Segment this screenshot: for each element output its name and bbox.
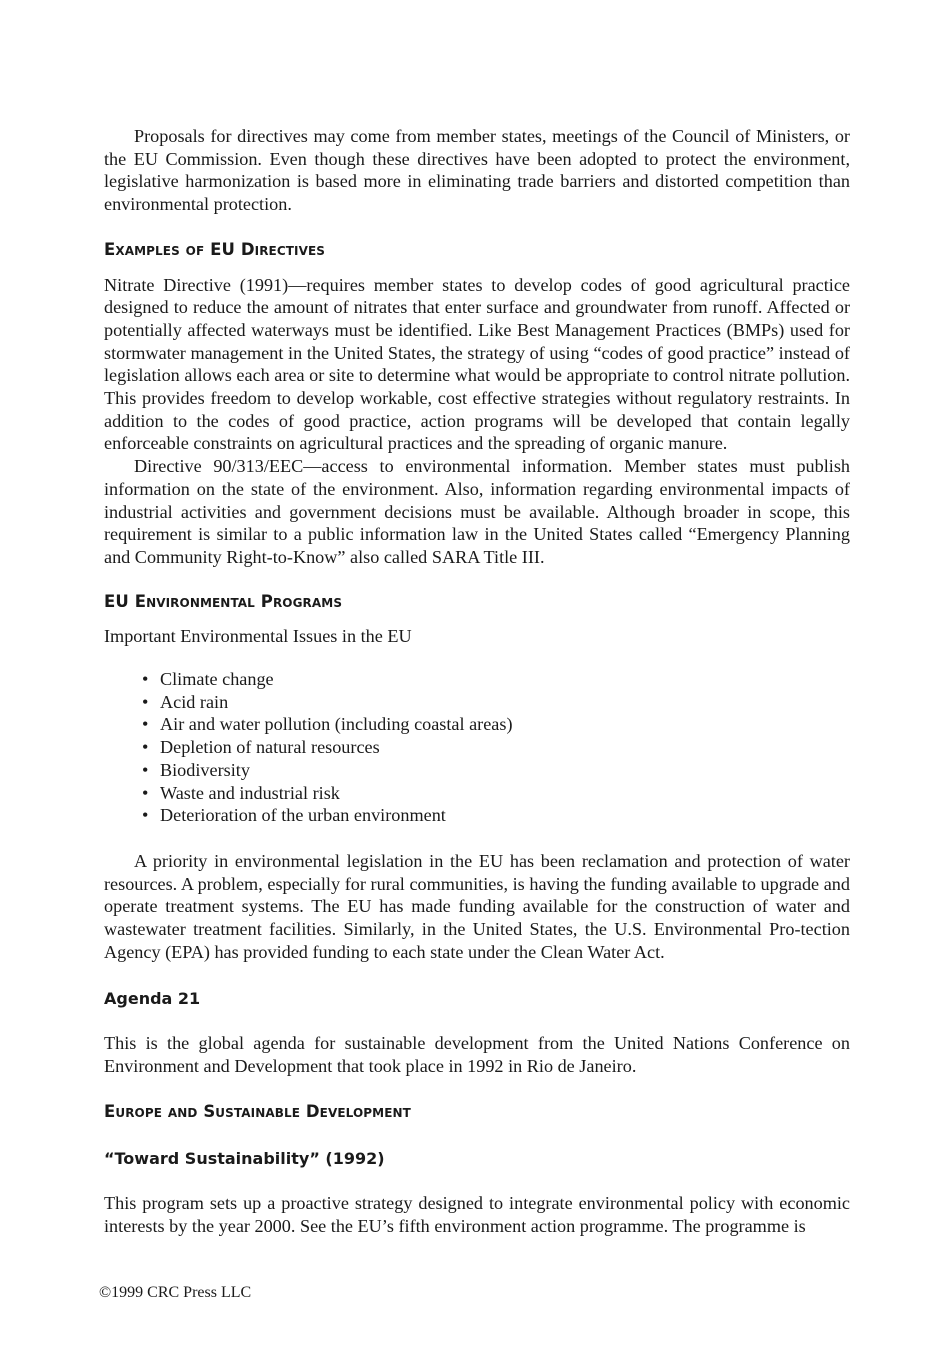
bullet-icon: • bbox=[142, 759, 149, 780]
section-heading-env-programs: EU Environmental Programs bbox=[104, 591, 343, 611]
list-item: • Biodiversity bbox=[142, 759, 250, 780]
list-item: • Deterioration of the urban environment bbox=[142, 805, 446, 826]
list-item: • Climate change bbox=[142, 669, 274, 690]
bullet-icon: • bbox=[142, 669, 149, 690]
water-priority-paragraph: A priority in environmental legislation in the EU has been reclamation and protection of water resources. A problem, especially for rural communities, is having the funding available to upgrade and operate treatment systems. The EU has made funding available for the construction of water and wastewater treatment facilities. Similarly, in the United States, the U.S. Environmental Pro-tection Agency (EPA) has provided funding to each state under the Clean Water Act. bbox=[104, 850, 850, 962]
section-heading-europe-sustainable: Europe and Sustainable Development bbox=[104, 1101, 411, 1121]
directive-90-313-paragraph: Directive 90/313/EEC—access to environmental information. Member states must publish information on the state of the environment. Also, information regarding environmental impacts of industrial activities and government decisions must be available. Although broader in scope, this requirement is similar to a public information law in the United States called “Emergency Planning and Community Right-to-Know” also called SARA Title III. bbox=[104, 456, 850, 567]
list-item: • Acid rain bbox=[142, 691, 229, 712]
issues-list-intro: Important Environmental Issues in the EU bbox=[104, 626, 412, 647]
text-column bbox=[104, 125, 850, 1237]
list-item: • Air and water pollution (including coastal areas) bbox=[142, 714, 513, 735]
intro-paragraph: Proposals for directives may come from member states, meetings of the Council of Ministers, or the EU Commission. Even though these directives have been adopted to protect the environment, legislative harmonization is based more in eliminating trade barriers and distorted competition than environmental protection. bbox=[104, 126, 850, 215]
bullet-icon: • bbox=[142, 691, 149, 712]
copyright-footer: ©1999 CRC Press LLC bbox=[99, 1284, 252, 1301]
bullet-icon: • bbox=[142, 805, 149, 826]
toward-sustainability-paragraph: This program sets up a proactive strategy designed to integrate environmental policy with economic interests by the year 2000. See the EU’s fifth environment action programme. The programme is bbox=[104, 1193, 850, 1236]
nitrate-directive-paragraph: Nitrate Directive (1991)—requires member states to develop codes of good agricultural practice designed to reduce the amount of nitrates that enter surface and groundwater from runoff. Affected or potentially affected waterways must be identified. Like Best Management Practices (BMPs) used for stormwater management in the United States, the strategy of using “codes of good practice” instead of legislation allows each area or site to determine what would be appropriate to control nitrate pollution. This provides freedom to develop workable, cost effective strategies without regulatory restraints. In addition to the codes of good practice, action programs will be developed that contain legally enforceable constraints on agricultural practices and the spreading of organic manure. bbox=[104, 274, 850, 454]
subheading-toward-sustainability: “Toward Sustainability” (1992) bbox=[104, 1149, 385, 1169]
agenda-21-paragraph: This is the global agenda for sustainable development from the United Nations Conference on Environment and Development that took place in 1992 in Rio de Janeiro. bbox=[104, 1033, 850, 1076]
bullet-icon: • bbox=[142, 782, 149, 803]
issues-list bbox=[104, 668, 850, 827]
bullet-icon: • bbox=[142, 737, 149, 758]
bullet-icon: • bbox=[142, 714, 149, 735]
list-item: • Waste and industrial risk bbox=[142, 782, 340, 803]
section-heading-eu-directives: Examples of EU Directives bbox=[104, 239, 326, 259]
section-heading-agenda-21: Agenda 21 bbox=[104, 988, 201, 1008]
list-item: • Depletion of natural resources bbox=[142, 737, 380, 758]
